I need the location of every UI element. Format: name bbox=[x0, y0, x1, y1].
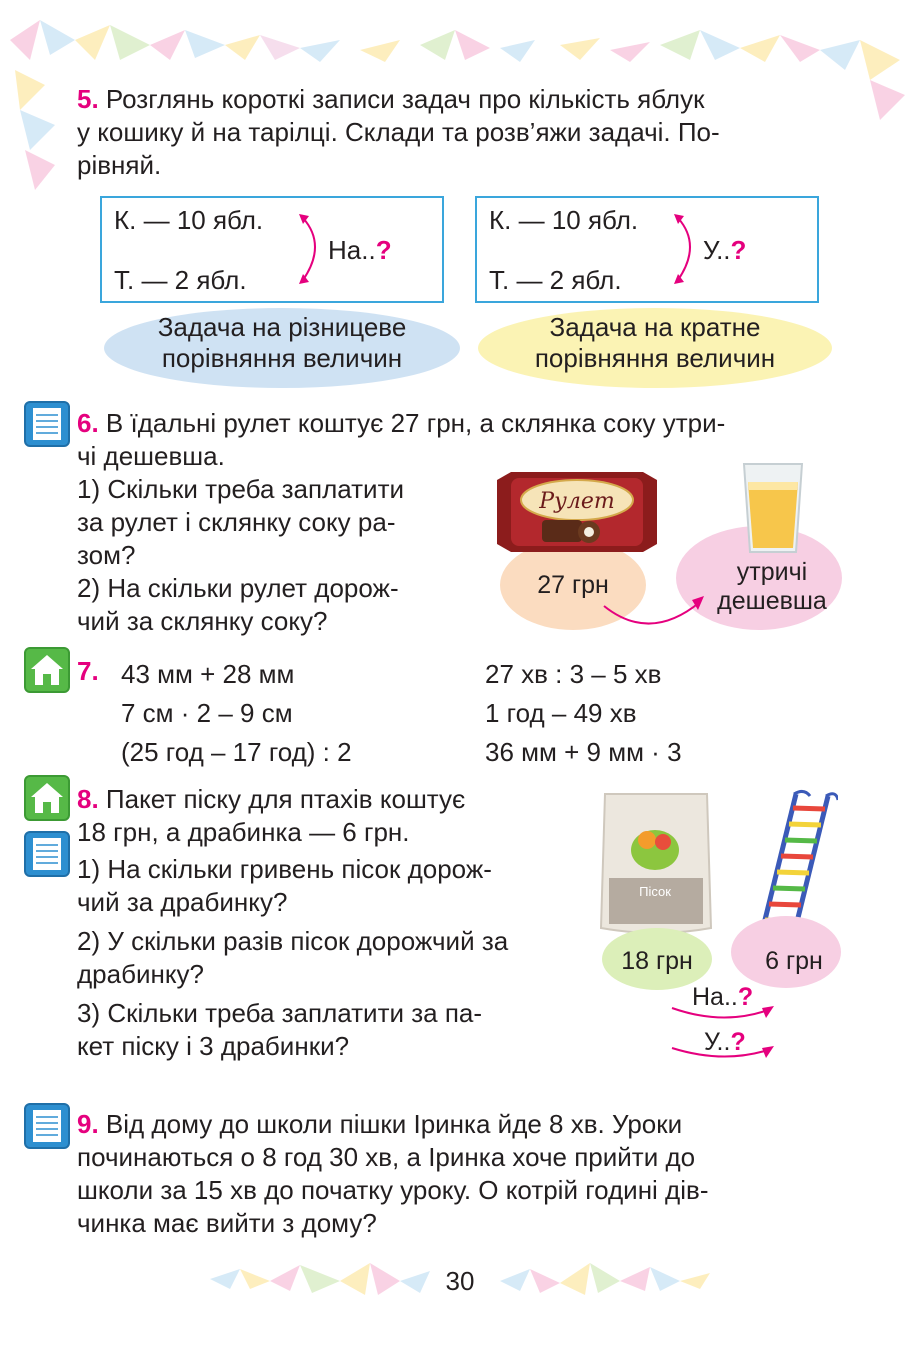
task5-left-label-1: Задача на різницеве bbox=[157, 312, 407, 342]
task6-line1: В їдальні рулет коштує 27 грн, а склянка соку утри- bbox=[105, 408, 726, 438]
task5-right-row1: К. — 10 ябл. bbox=[489, 205, 639, 235]
task8-line2: 18 грн, а драбинка — 6 грн. bbox=[77, 817, 410, 847]
roll-package-label: Рулет bbox=[539, 489, 615, 514]
question-mark: ? bbox=[375, 235, 392, 265]
task6-juice-2: дешевша bbox=[717, 587, 827, 615]
task8-cmp2: У.. bbox=[704, 1028, 731, 1056]
juice-glass bbox=[740, 460, 806, 556]
roll-package bbox=[497, 472, 657, 552]
task5-left-box bbox=[100, 196, 444, 303]
task7-expr: 27 хв : 3 – 5 хв bbox=[485, 659, 662, 689]
task6-number: 6. bbox=[77, 408, 99, 438]
task8-price-ladder: 6 грн bbox=[765, 947, 823, 975]
task9-text bbox=[77, 1108, 843, 1240]
task5-line1: Розглянь короткі записи задач про кількість яблук bbox=[105, 84, 705, 114]
home-icon bbox=[24, 775, 70, 821]
task8-text bbox=[77, 783, 582, 849]
task8-price-sand: 18 грн bbox=[621, 947, 693, 975]
task8-q3-2: кет піску і 3 драбинки? bbox=[77, 1031, 350, 1061]
task9-number: 9. bbox=[77, 1109, 99, 1139]
task8-line1: Пакет піску для птахів коштує bbox=[105, 784, 466, 814]
task8-q3 bbox=[77, 997, 577, 1063]
arrow-icon bbox=[668, 1040, 780, 1068]
task8-number: 8. bbox=[77, 784, 99, 814]
task7-expr: 7 см · 2 – 9 см bbox=[121, 698, 293, 728]
arrow-icon bbox=[668, 1000, 780, 1028]
ladder bbox=[756, 788, 838, 938]
task9-line4: чинка має вийти з дому? bbox=[77, 1208, 377, 1238]
task6-q2-2: чий за склянку соку? bbox=[77, 606, 328, 636]
task8-q2-2: драбинку? bbox=[77, 959, 204, 989]
task5-line2: у кошику й на тарілці. Склади та розв’яжи задачі. По- bbox=[77, 117, 720, 147]
task5-right-box bbox=[475, 196, 819, 303]
task8-cmp1: На.. bbox=[692, 983, 738, 1011]
task6-price: 27 грн bbox=[537, 571, 609, 599]
task8-q2 bbox=[77, 925, 577, 991]
task6-line2: чі дешевша. bbox=[77, 441, 225, 471]
notebook-icon bbox=[24, 831, 70, 877]
task5-left-label-2: порівняння величин bbox=[161, 343, 403, 373]
task5-right-compare: У.. bbox=[703, 235, 731, 265]
task9-line1: Від дому до школи пішки Іринка йде 8 хв. Уроки bbox=[105, 1109, 683, 1139]
task7-expr: 36 мм + 9 мм · 3 bbox=[485, 737, 682, 767]
task6-text bbox=[77, 407, 843, 473]
task7-expr: (25 год – 17 год) : 2 bbox=[121, 737, 352, 767]
task8-q1-2: чий за драбинку? bbox=[77, 887, 288, 917]
question-mark: ? bbox=[737, 983, 754, 1011]
task6-q1-3: зом? bbox=[77, 540, 136, 570]
task5-right-label-1: Задача на кратне bbox=[549, 312, 761, 342]
task5-line3: рівняй. bbox=[77, 150, 162, 180]
task7-expr: 43 мм + 28 мм bbox=[121, 659, 295, 689]
task5-text bbox=[77, 83, 843, 182]
question-mark: ? bbox=[730, 1028, 746, 1056]
notebook-icon bbox=[24, 1103, 70, 1149]
task5-left-row1: К. — 10 ябл. bbox=[114, 205, 264, 235]
task7-number: 7. bbox=[77, 656, 99, 686]
task9-line2: починаються о 8 год 30 хв, а Іринка хоче прийти до bbox=[77, 1142, 696, 1172]
task5-right-label-2: порівняння величин bbox=[534, 343, 776, 373]
task5-left-row2: Т. — 2 ябл. bbox=[114, 265, 247, 295]
task6-q1-2: за рулет і склянку соку ра- bbox=[77, 507, 396, 537]
sand-bag-label: Пісок bbox=[639, 884, 671, 899]
task5-left-compare: На.. bbox=[328, 235, 376, 265]
task8-q3-1: 3) Скільки треба заплатити за па- bbox=[77, 998, 483, 1028]
task7-right-column bbox=[485, 655, 682, 772]
task6-q2-1: 2) На скільки рулет дорож- bbox=[77, 573, 399, 603]
task8-q1-1: 1) На скільки гривень пісок дорож- bbox=[77, 854, 492, 884]
task6-juice-1: утричі bbox=[736, 558, 808, 586]
arrow-icon bbox=[600, 588, 710, 632]
home-icon bbox=[24, 647, 70, 693]
task7-expr: 1 год – 49 хв bbox=[485, 698, 637, 728]
task8-q2-1: 2) У скільки разів пісок дорожчий за bbox=[77, 926, 509, 956]
task5-right-row2: Т. — 2 ябл. bbox=[489, 265, 622, 295]
sand-bag bbox=[597, 788, 715, 938]
task5-number: 5. bbox=[77, 84, 99, 114]
task7-left-column bbox=[121, 655, 352, 772]
task8-q1 bbox=[77, 853, 577, 919]
task9-line3: школи за 15 хв до початку уроку. О котрій годині дів- bbox=[77, 1175, 709, 1205]
notebook-icon bbox=[24, 401, 70, 447]
page-number: 30 bbox=[445, 1266, 475, 1296]
question-mark: ? bbox=[730, 235, 747, 265]
task6-questions bbox=[77, 473, 471, 638]
task6-q1-1: 1) Скільки треба заплатити bbox=[77, 474, 405, 504]
